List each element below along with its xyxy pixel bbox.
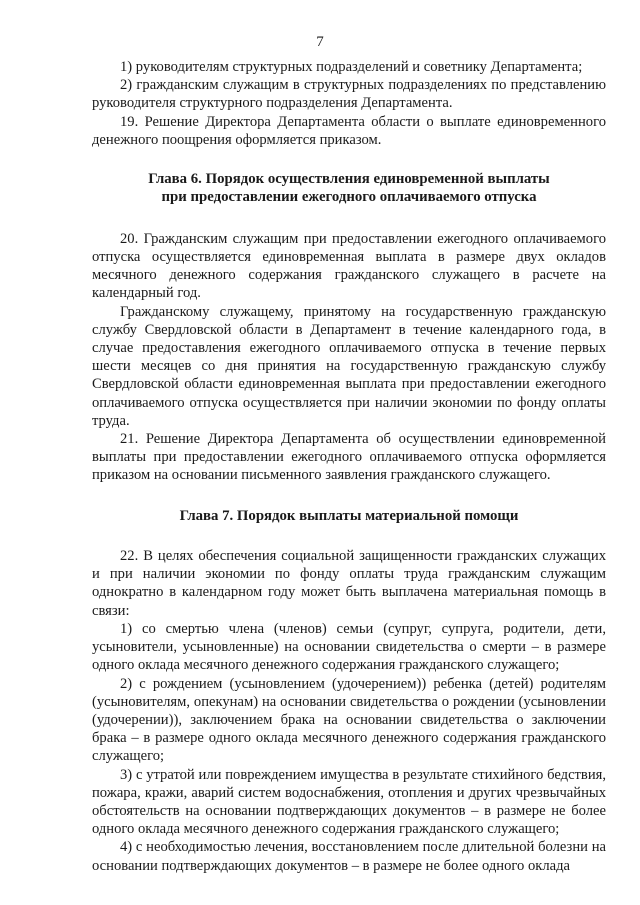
- chapter-6-heading-line-1: Глава 6. Порядок осуществления единовременной выплаты: [148, 171, 550, 188]
- chapter-6-heading-line-2: при предоставлении ежегодного оплачиваемого отпуска: [161, 189, 537, 206]
- paragraph-22: 22. В целях обеспечения социальной защищенности гражданских служащих и при наличии экономии по фонду оплаты труда гражданским служащим однократно в календарном году может быть выплачена материальная помощь в связи:: [92, 548, 606, 619]
- paragraph-19: 19. Решение Директора Департамента области о выплате единовременного денежного поощрения оформляется приказом.: [92, 113, 606, 148]
- paragraph-20: 20. Гражданским служащим при предоставлении ежегодного оплачиваемого отпуска осуществляется единовременная выплата в размере двух окладов месячного денежного содержания гражданского служащего в расчете на календарный год.: [92, 230, 606, 302]
- paragraph-22-item-4: 4) с необходимостью лечения, восстановлением после длительной болезни на основании подтверждающих документов – в размере не более одного оклада: [92, 839, 606, 874]
- paragraph-22-item-3: 3) с утратой или повреждением имущества в результате стихийного бедствия, пожара, кражи, аварий систем водоснабжения, отопления и других чрезвычайных обстоятельств на основании подтверждающих документов – в размере не более одного оклада месячного денежного содержания гражданского служащего;: [92, 766, 606, 838]
- chapter-6-heading: [92, 170, 606, 207]
- document-body: [92, 58, 606, 875]
- paragraph-22-item-1: 1) со смертью члена (членов) семьи (супруг, супруга, родители, дети, усыновители, усыновленные) на основании свидетельства о смерти – в размере одного оклада месячного денежного содержания гражданского служащего;: [92, 620, 606, 674]
- paragraph-item-1: 1) руководителям структурных подразделений и советнику Департамента;: [120, 59, 583, 75]
- paragraph-item-2: 2) гражданским служащим в структурных подразделениях по представлению руководителя структурного подразделения Департамента.: [92, 77, 606, 112]
- paragraph-22-item-2: 2) с рождением (усыновлением (удочерением)) ребенка (детей) родителям (усыновителям, опекунам) на основании свидетельства о рождении (усыновлении (удочерении)), заключением брака на основании свидетельства о заключении брака – в размере одного оклада месячного денежного содержания гражданского служащего;: [92, 675, 606, 765]
- chapter-7-heading: [92, 507, 606, 525]
- chapter-7-heading-line: Глава 7. Порядок выплаты материальной помощи: [179, 507, 519, 524]
- paragraph-21: 21. Решение Директора Департамента об осуществлении единовременной выплаты при предоставлении ежегодного оплачиваемого отпуска оформляется приказом на основании письменного заявления гражданского служащего.: [92, 431, 606, 484]
- paragraph-20-continued: Гражданскому служащему, принятому на государственную гражданскую службу Свердловской области в Департамент в течение календарного года, в случае предоставления ежегодного оплачиваемого отпуска в течение первых шести месяцев со дня принятия на государственную гражданскую службу Свердловской области единовременная выплата при предоставлении ежегодного оплачиваемого отпуска осуществляется при наличии экономии по фонду оплаты труда.: [92, 303, 606, 429]
- page-number: 7: [316, 34, 324, 50]
